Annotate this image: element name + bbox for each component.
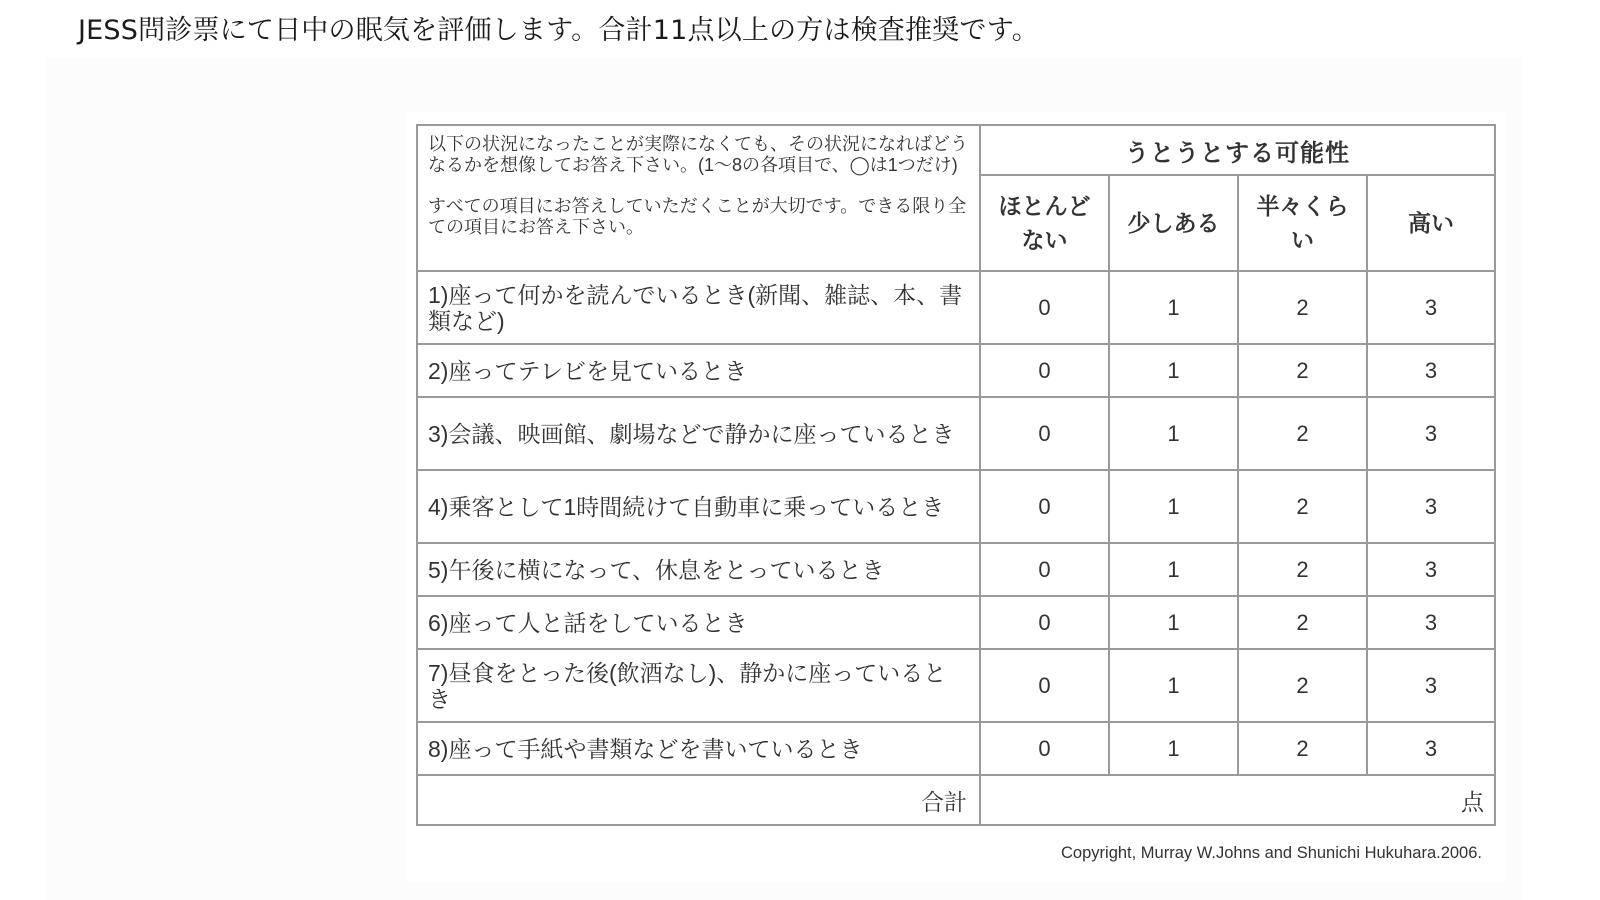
score-option-3[interactable]: 3	[1367, 470, 1495, 543]
score-option-1[interactable]: 1	[1109, 543, 1238, 596]
score-option-0[interactable]: 0	[980, 470, 1109, 543]
score-option-0[interactable]: 0	[980, 271, 1109, 344]
score-option-3[interactable]: 3	[1367, 543, 1495, 596]
table-row	[417, 271, 1495, 344]
score-option-3[interactable]: 3	[1367, 397, 1495, 470]
score-option-3[interactable]: 3	[1367, 271, 1495, 344]
score-option-1[interactable]: 1	[1109, 649, 1238, 722]
score-option-2[interactable]: 2	[1238, 344, 1367, 397]
table-row	[417, 596, 1495, 649]
score-option-0[interactable]: 0	[980, 344, 1109, 397]
item-label: 1)座って何かを読んでいるとき(新聞、雑誌、本、書類など)	[417, 271, 980, 344]
item-label: 8)座って手紙や書類などを書いているとき	[417, 722, 980, 775]
table-row	[417, 543, 1495, 596]
score-option-0[interactable]: 0	[980, 649, 1109, 722]
option-header-moderate: 半々くらい	[1238, 175, 1367, 271]
score-option-2[interactable]: 2	[1238, 649, 1367, 722]
score-option-2[interactable]: 2	[1238, 397, 1367, 470]
score-option-0[interactable]: 0	[980, 722, 1109, 775]
instructions-paragraph-2: すべての項目にお答えしていただくことが大切です。できる限り全ての項目にお答え下さい。	[428, 196, 967, 237]
table-row	[417, 649, 1495, 722]
item-label: 6)座って人と話をしているとき	[417, 596, 980, 649]
total-label: 合計	[417, 775, 980, 825]
option-header-high: 高い	[1367, 175, 1495, 271]
score-option-2[interactable]: 2	[1238, 543, 1367, 596]
option-header-slight: 少しある	[1109, 175, 1238, 271]
table-row	[417, 344, 1495, 397]
copyright-notice: Copyright, Murray W.Johns and Shunichi Hukuhara.2006.	[1061, 844, 1482, 862]
score-option-2[interactable]: 2	[1238, 271, 1367, 344]
score-option-0[interactable]: 0	[980, 543, 1109, 596]
item-label: 5)午後に横になって、休息をとっているとき	[417, 543, 980, 596]
score-option-1[interactable]: 1	[1109, 722, 1238, 775]
total-row	[417, 775, 1495, 825]
score-option-3[interactable]: 3	[1367, 596, 1495, 649]
item-label: 4)乗客として1時間続けて自動車に乗っているとき	[417, 470, 980, 543]
score-option-0[interactable]: 0	[980, 596, 1109, 649]
score-option-1[interactable]: 1	[1109, 397, 1238, 470]
score-option-3[interactable]: 3	[1367, 722, 1495, 775]
score-option-1[interactable]: 1	[1109, 470, 1238, 543]
score-option-1[interactable]: 1	[1109, 271, 1238, 344]
table-row	[417, 397, 1495, 470]
item-label: 3)会議、映画館、劇場などで静かに座っているとき	[417, 397, 980, 470]
dozing-chance-header: うとうとする可能性	[980, 125, 1495, 175]
page-heading: JESS問診票にて日中の眠気を評価します。合計11点以上の方は検査推奨です。	[78, 15, 1039, 46]
score-option-2[interactable]: 2	[1238, 596, 1367, 649]
instructions-paragraph-1: 以下の状況になったことが実際になくても、その状況になればどうなるかを想像してお答え下さい。(1〜8の各項目で、◯は1つだけ)	[428, 134, 968, 175]
instructions-cell	[417, 125, 980, 271]
table-row	[417, 722, 1495, 775]
total-score-field[interactable]: 点	[980, 775, 1495, 825]
item-label: 7)昼食をとった後(飲酒なし)、静かに座っているとき	[417, 649, 980, 722]
table-row	[417, 470, 1495, 543]
jess-questionnaire-table	[416, 124, 1496, 826]
option-header-almost-none: ほとんどない	[980, 175, 1109, 271]
score-option-2[interactable]: 2	[1238, 722, 1367, 775]
score-option-3[interactable]: 3	[1367, 344, 1495, 397]
score-option-0[interactable]: 0	[980, 397, 1109, 470]
score-option-3[interactable]: 3	[1367, 649, 1495, 722]
score-option-2[interactable]: 2	[1238, 470, 1367, 543]
score-option-1[interactable]: 1	[1109, 596, 1238, 649]
item-label: 2)座ってテレビを見ているとき	[417, 344, 980, 397]
score-option-1[interactable]: 1	[1109, 344, 1238, 397]
